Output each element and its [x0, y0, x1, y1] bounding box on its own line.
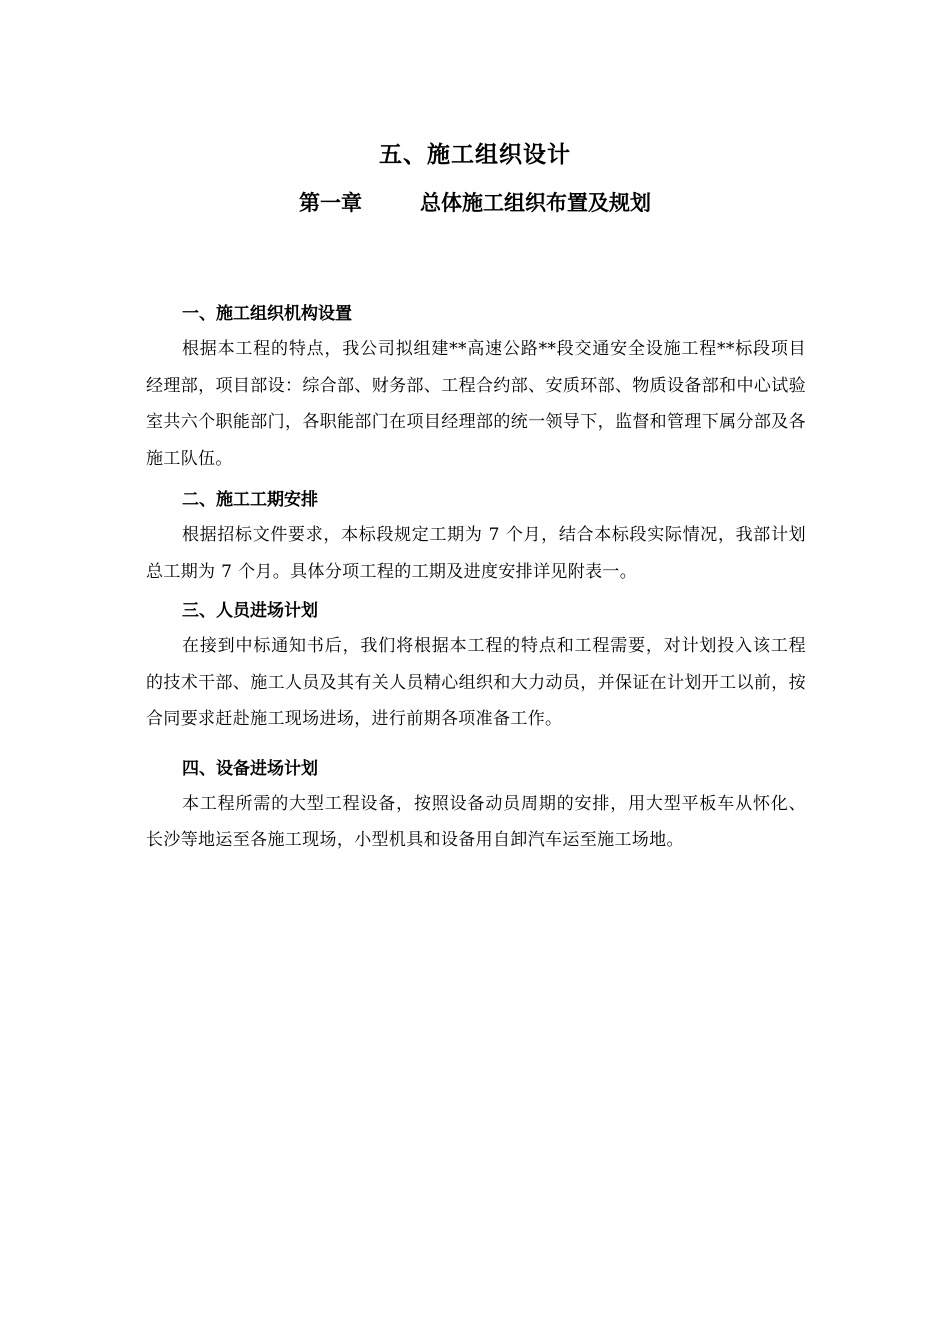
section-paragraph-personnel: 在接到中标通知书后，我们将根据本工程的特点和工程需要，对计划投入该工程的技术干部、施工人员及其有关人员精心组织和大力动员，并保证在计划开工以前，按合同要求赶赴施工现场进场，进行前期各项准备工作。 — [146, 636, 806, 729]
section-heading-personnel: 三、人员进场计划 — [182, 601, 318, 621]
chapter-title: 总体施工组织布置及规划 — [420, 190, 651, 215]
document-body — [146, 299, 806, 859]
document-title: 五、施工组织设计 — [379, 141, 571, 168]
chapter-heading — [0, 187, 950, 217]
chapter-number: 第一章 — [299, 190, 362, 215]
section-paragraph-equipment: 本工程所需的大型工程设备，按照设备动员周期的安排，用大型平板车从怀化、长沙等地运至各施工现场，小型机具和设备用自卸汽车运至施工场地。 — [146, 793, 806, 850]
section-heading-organization: 一、施工组织机构设置 — [182, 304, 352, 324]
section-paragraph-schedule: 根据招标文件要求，本标段规定工期为 7 个月，结合本标段实际情况，我部计划总工期为 7 个月。具体分项工程的工期及进度安排详见附表一。 — [146, 525, 806, 582]
section-heading-equipment: 四、设备进场计划 — [182, 758, 318, 779]
section-paragraph-organization: 根据本工程的特点，我公司拟组建**高速公路**段交通安全设施工程**标段项目经理部，项目部设：综合部、财务部、工程合约部、安质环部、物质设备部和中心试验室共六个职能部门，各职能部门在项目经理部的统一领导下，监督和管理下属分部及各施工队伍。 — [146, 339, 806, 469]
section-heading-schedule: 二、施工工期安排 — [182, 490, 318, 510]
